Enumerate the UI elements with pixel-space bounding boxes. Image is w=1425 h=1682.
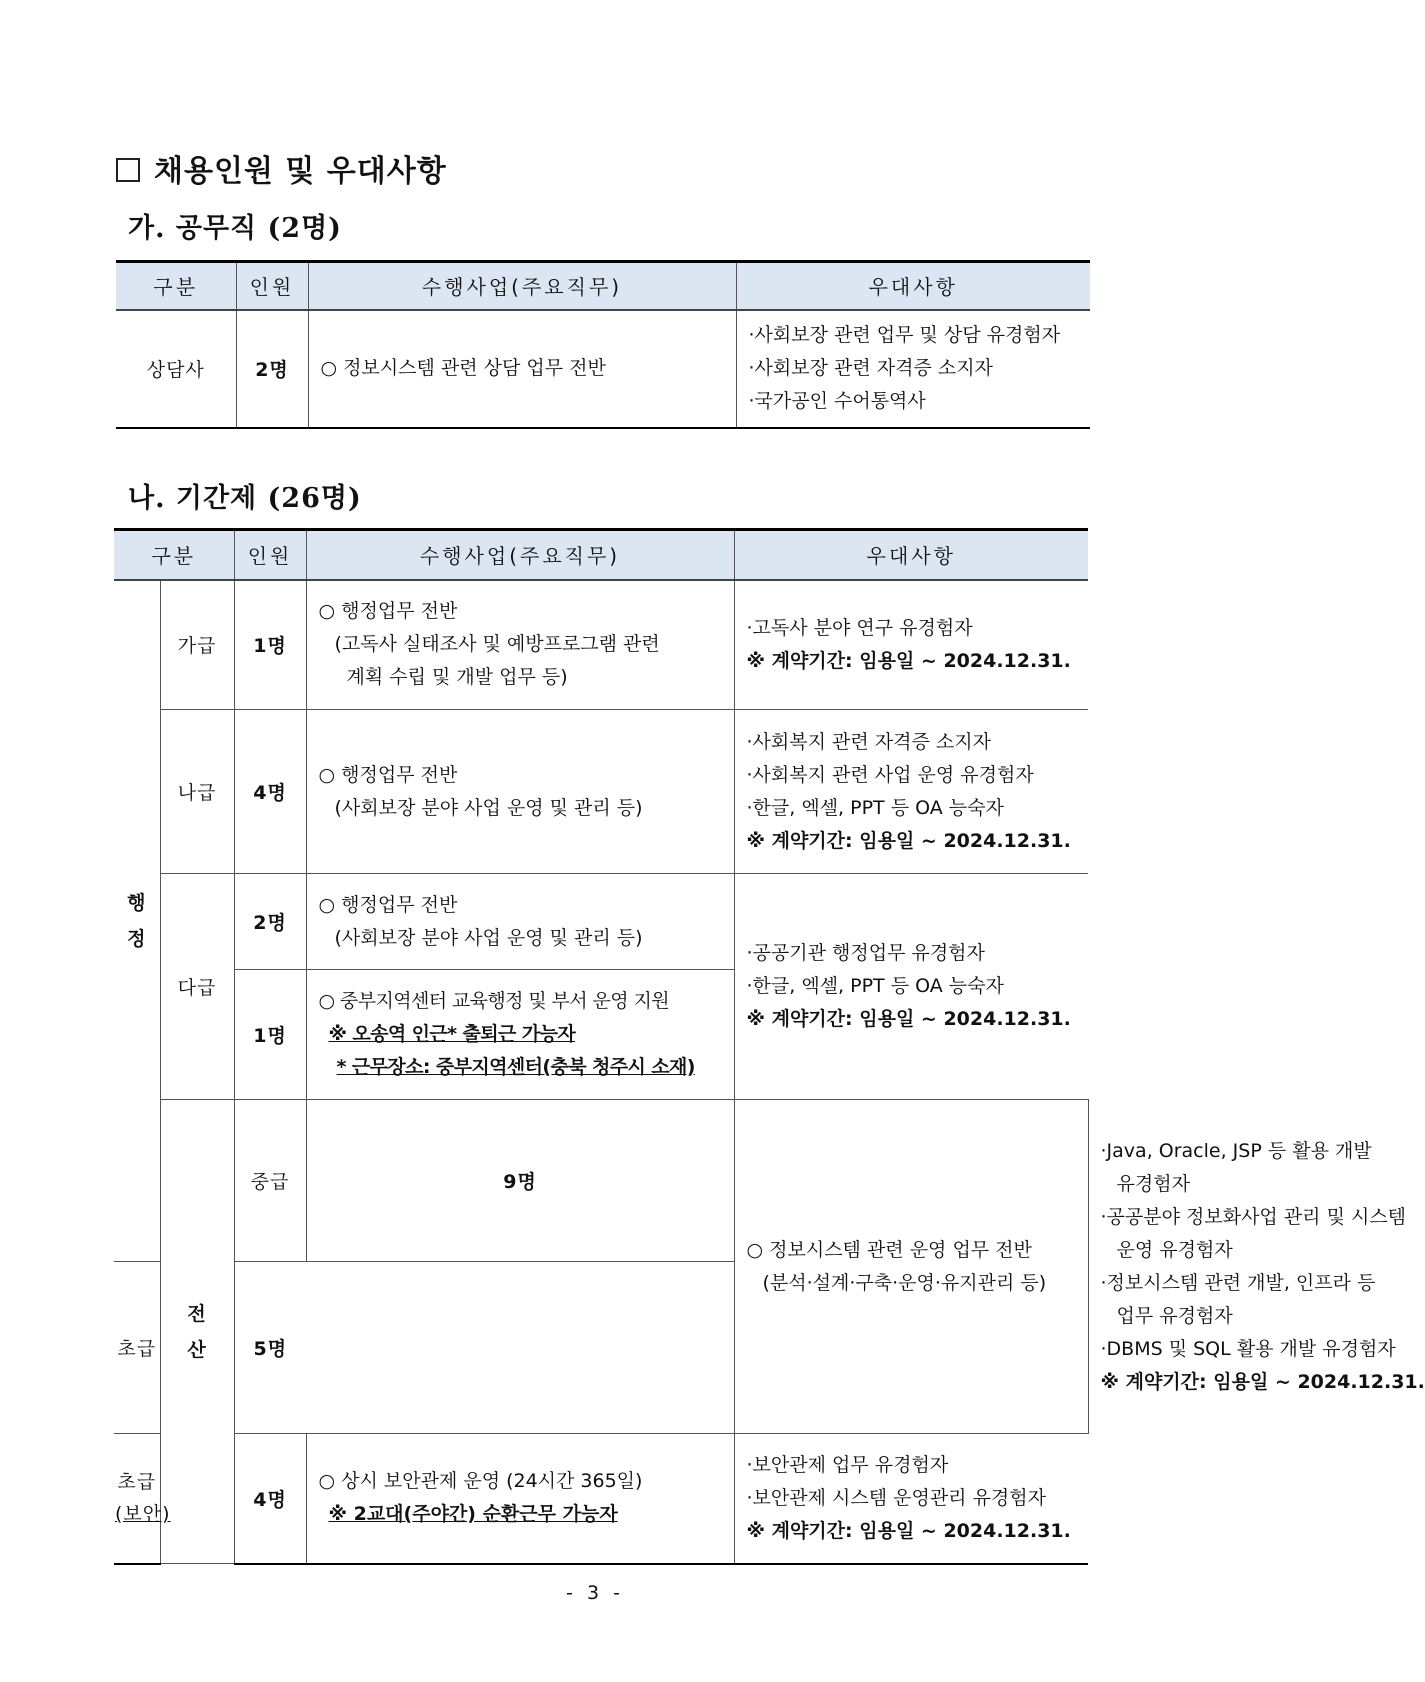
- table-row: [116, 310, 1090, 428]
- contract-period: ※ 계약기간: 임용일 ~ 2024.12.31.: [746, 829, 1071, 852]
- note-workplace: * 근무장소: 중부지역센터(충북 청주시 소재): [336, 1056, 695, 1078]
- page-title: [116, 146, 447, 190]
- grade-ga: 가급: [160, 580, 234, 710]
- prefs-ga: ·고독사 분야 연구 유경험자 ※ 계약기간: 임용일 ~ 2024.12.31.: [734, 580, 1088, 710]
- section-title: 채용인원 및 우대사항: [154, 154, 447, 189]
- header-category: 구분: [114, 530, 234, 580]
- note-commute: ※ 오송역 인근* 출퇴근 가능자: [328, 1023, 576, 1045]
- contract-period: ※ 계약기간: 임용일 ~ 2024.12.31.: [746, 1519, 1071, 1542]
- grade-da: 다급: [160, 874, 234, 1100]
- table-a: [116, 260, 1090, 429]
- note-shift: ※ 2교대(주야간) 순환근무 가능자: [328, 1503, 618, 1526]
- count-sec: 4명: [234, 1434, 306, 1564]
- table-row: [114, 874, 1088, 970]
- duty-ga: ○ 행정업무 전반 (고독사 실태조사 및 예방프로그램 관련 계획 수립 및 개발 업무 등): [306, 580, 734, 710]
- grade-sec: 초급 (보안): [114, 1434, 160, 1564]
- table-b: [114, 528, 1425, 1565]
- pref-item: ·사회보장 관련 업무 및 상담 유경험자: [748, 324, 1061, 346]
- group-admin: 행 정: [114, 580, 160, 1262]
- table-b-title: 나. 기간제 (26명): [128, 483, 362, 514]
- row-duty: ○ 정보시스템 관련 상담 업무 전반: [308, 310, 736, 428]
- checkbox-icon: [116, 158, 140, 182]
- duty-it: ○ 정보시스템 관련 운영 업무 전반 (분석·설계·구축·운영·유지관리 등): [734, 1100, 1088, 1434]
- duty-na: ○ 행정업무 전반 (사회보장 분야 사업 운영 및 관리 등): [306, 710, 734, 874]
- table-row: [114, 710, 1088, 874]
- pref-item: ·사회보장 관련 자격증 소지자: [748, 357, 993, 379]
- header-prefs: 우대사항: [736, 262, 1090, 310]
- row-count: 2명: [236, 310, 308, 428]
- header-category: 구분: [116, 262, 236, 310]
- duty-da-1: ○ 행정업무 전반 (사회보장 분야 사업 운영 및 관리 등): [306, 874, 734, 970]
- prefs-sec: ·보안관제 업무 유경험자 ·보안관제 시스템 운영관리 유경험자 ※ 계약기간: 임용일 ~ 2024.12.31.: [734, 1434, 1088, 1564]
- duty-sec: ○ 상시 보안관제 운영 (24시간 365일) ※ 2교대(주야간) 순환근무 가능자: [306, 1434, 734, 1564]
- count-da-2: 1명: [234, 970, 306, 1100]
- prefs-da: ·공공기관 행정업무 유경험자 ·한글, 엑셀, PPT 등 OA 능숙자 ※ 계약기간: 임용일 ~ 2024.12.31.: [734, 874, 1088, 1100]
- count-cho: 5명: [234, 1262, 306, 1434]
- header-duty: 수행사업(주요직무): [308, 262, 736, 310]
- duty-da-2: ○ 중부지역센터 교육행정 및 부서 운영 지원 ※ 오송역 인근* 출퇴근 가능자 * 근무장소: 중부지역센터(충북 청주시 소재): [306, 970, 734, 1100]
- table-row: 전 산 중급 9명 ○ 정보시스템 관련 운영 업무 전반 (분석·설계·구축·운영·유지관리 등) ·Java, Oracle, JSP 등 활용 개발 유경험자 ·공공분야 정보화사업 관리 및 시스템 운영 유경험자 ·정보시스템 관련 개발, 인프라 등 업무 유경험자 ·DBMS 및 SQL 활용 개발 유경험자 ※ 계약기간: 임용일 ~ 2024.12.31.: [114, 1100, 1088, 1262]
- group-it: 전 산: [160, 1100, 234, 1564]
- count-na: 4명: [234, 710, 306, 874]
- page-number: - 3 -: [566, 1582, 624, 1604]
- pref-item: ·국가공인 수어통역사: [748, 390, 926, 412]
- contract-period: ※ 계약기간: 임용일 ~ 2024.12.31.: [746, 649, 1071, 672]
- header-prefs: 우대사항: [734, 530, 1088, 580]
- count-ga: 1명: [234, 580, 306, 710]
- row-category: 상담사: [116, 310, 236, 428]
- table-row: [114, 1434, 1088, 1564]
- grade-na: 나급: [160, 710, 234, 874]
- table-row: [114, 580, 1088, 710]
- grade-jung: 중급: [234, 1100, 306, 1262]
- count-jung: 9명: [306, 1100, 734, 1262]
- row-prefs: [736, 310, 1090, 428]
- header-duty: 수행사업(주요직무): [306, 530, 734, 580]
- header-count: 인원: [234, 530, 306, 580]
- prefs-na: ·사회복지 관련 자격증 소지자 ·사회복지 관련 사업 운영 유경험자 ·한글, 엑셀, PPT 등 OA 능숙자 ※ 계약기간: 임용일 ~ 2024.12.31.: [734, 710, 1088, 874]
- contract-period: ※ 계약기간: 임용일 ~ 2024.12.31.: [746, 1008, 1071, 1030]
- table-a-title: 가. 공무직 (2명): [128, 213, 342, 244]
- header-count: 인원: [236, 262, 308, 310]
- grade-cho: 초급: [114, 1262, 160, 1434]
- count-da-1: 2명: [234, 874, 306, 970]
